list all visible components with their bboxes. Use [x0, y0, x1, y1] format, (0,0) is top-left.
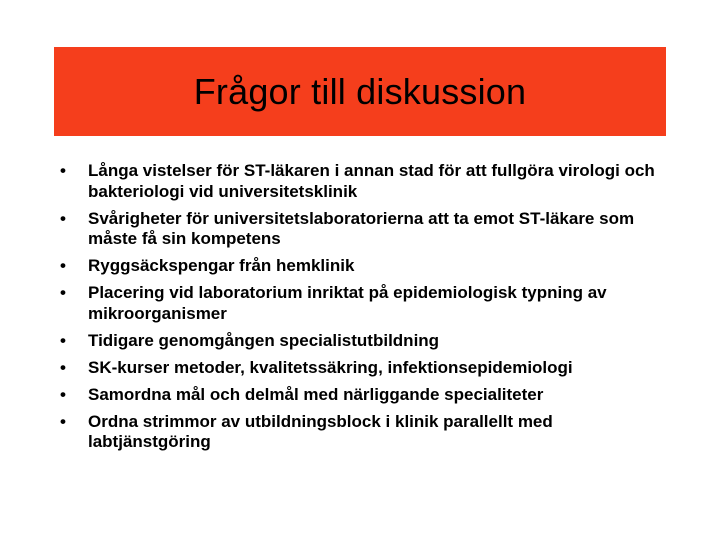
bullet-text: Placering vid laboratorium inriktat på epidemiologisk typning av mikroorganismer [88, 283, 607, 323]
bullet-icon: • [60, 256, 66, 275]
bullet-item [60, 412, 670, 453]
bullet-item [60, 283, 670, 324]
bullet-icon: • [60, 330, 66, 350]
bullet-text: SK-kurser metoder, kvalitetssäkring, infektionsepidemiologi [88, 357, 573, 377]
bullet-item [60, 256, 670, 277]
bullet-icon: • [60, 411, 66, 431]
bullet-item [60, 161, 670, 202]
bullet-item [60, 385, 670, 406]
bullet-item [60, 358, 670, 379]
bullet-icon: • [60, 357, 66, 377]
bullet-text: Svårigheter för universitetslaboratorierna att ta emot ST-läkare som måste få sin kompetens [88, 208, 635, 248]
bullet-text: Långa vistelser för ST-läkaren i annan stad för att fullgöra virologi och bakteriologi vid universitetsklinik [88, 161, 655, 201]
bullet-item [60, 331, 670, 352]
bullet-text: Ryggsäckspengar från hemklinik [88, 256, 355, 275]
bullet-icon: • [60, 161, 66, 180]
bullet-text: Tidigare genomgången specialistutbildning [88, 330, 440, 350]
bullet-icon: • [60, 283, 66, 302]
bullet-icon: • [60, 384, 66, 404]
bullet-text: Samordna mål och delmål med närliggande specialiteter [88, 384, 544, 404]
slide-title: Frågor till diskussion [193, 70, 527, 112]
bullet-item [60, 209, 670, 250]
bullet-list [60, 161, 670, 459]
bullet-text: Ordna strimmor av utbildningsblock i klinik parallellt med labtjänstgöring [88, 411, 553, 451]
title-banner [54, 47, 666, 136]
bullet-icon: • [60, 208, 66, 228]
